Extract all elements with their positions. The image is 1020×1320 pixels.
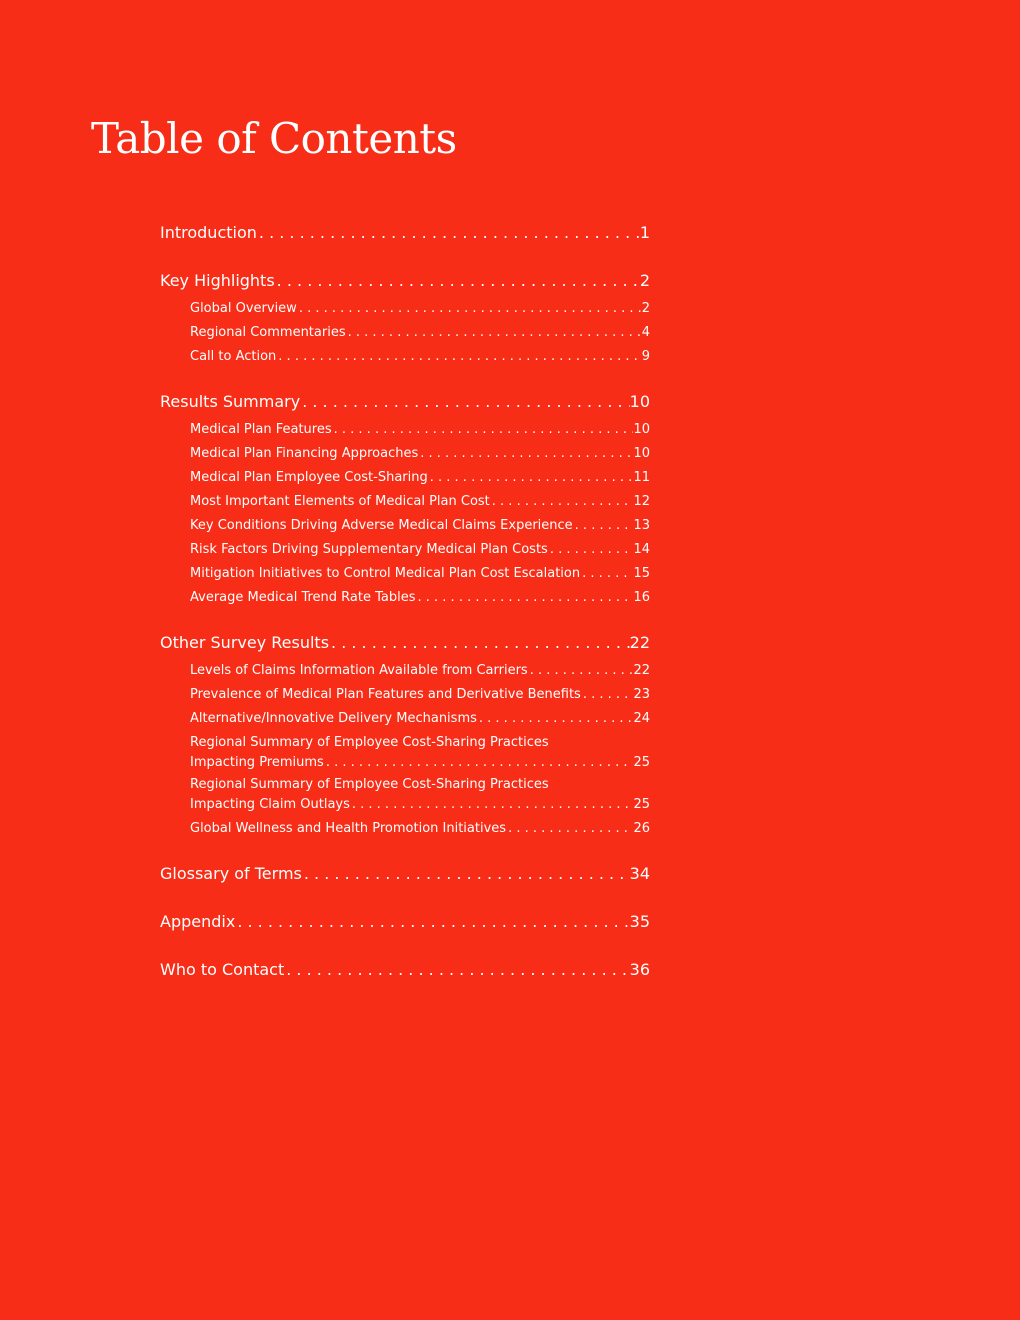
toc-subentry[interactable] xyxy=(160,775,650,815)
dot-leader xyxy=(302,861,630,887)
dot-leader xyxy=(329,630,630,656)
toc-subentry-label: Regional Commentaries xyxy=(190,325,346,340)
toc-section-who-to-contact xyxy=(160,957,650,983)
toc-subentry-label-continued: Impacting Claim Outlays xyxy=(190,797,350,812)
toc-subentries xyxy=(160,418,650,610)
toc-entry-label: Other Survey Results xyxy=(160,633,330,652)
toc-subentry[interactable] xyxy=(160,562,650,586)
toc-subentry[interactable] xyxy=(160,586,650,610)
toc-entry[interactable] xyxy=(160,630,650,656)
dot-leader xyxy=(418,442,633,466)
toc-page-number: 36 xyxy=(629,960,650,979)
dot-leader xyxy=(580,562,633,586)
toc-entry[interactable] xyxy=(160,861,650,887)
toc-section-introduction xyxy=(160,220,650,246)
toc-page-number: 26 xyxy=(633,821,650,836)
toc-page-number: 9 xyxy=(641,349,650,364)
toc-subentry[interactable] xyxy=(160,321,650,345)
toc-subentry-label: Medical Plan Features xyxy=(190,422,332,437)
toc-page-number: 22 xyxy=(629,633,650,652)
toc-page-number: 2 xyxy=(639,271,650,290)
dot-leader xyxy=(428,466,634,490)
toc-subentry[interactable] xyxy=(160,345,650,369)
toc-subentry-label: Prevalence of Medical Plan Features and Derivative Benefits xyxy=(190,687,581,702)
dot-leader xyxy=(490,490,634,514)
toc-entry[interactable] xyxy=(160,268,650,294)
dot-leader xyxy=(297,297,642,321)
toc-entry-label: Introduction xyxy=(160,223,257,242)
toc-subentry[interactable] xyxy=(160,538,650,562)
toc-entry[interactable] xyxy=(160,957,650,983)
dot-leader xyxy=(235,909,629,935)
dot-leader xyxy=(528,659,634,683)
toc-subentries xyxy=(160,659,650,841)
toc-page-number: 14 xyxy=(633,542,650,557)
toc-subentry-label: Levels of Claims Information Available from Carriers xyxy=(190,663,528,678)
dot-leader xyxy=(506,817,633,841)
dot-leader xyxy=(332,418,634,442)
toc-subentry[interactable] xyxy=(160,466,650,490)
toc-subentry[interactable] xyxy=(160,659,650,683)
toc-subentry[interactable] xyxy=(160,418,650,442)
toc-entry[interactable] xyxy=(160,909,650,935)
toc-page-number: 13 xyxy=(633,518,650,533)
toc-page-number: 10 xyxy=(629,392,650,411)
toc-subentry-label: Alternative/Innovative Delivery Mechanisms xyxy=(190,711,477,726)
toc-subentry[interactable] xyxy=(160,683,650,707)
toc-section-key-highlights xyxy=(160,268,650,369)
toc-subentry-label: Global Overview xyxy=(190,301,297,316)
toc-subentry-label: Medical Plan Employee Cost-Sharing xyxy=(190,470,428,485)
toc-subentry-label: Regional Summary of Employee Cost-Sharing Practices xyxy=(190,777,549,792)
toc-section-results-summary xyxy=(160,389,650,610)
toc-page-number: 1 xyxy=(639,223,650,242)
dot-leader xyxy=(477,707,634,731)
dot-leader xyxy=(573,514,634,538)
toc-subentry-label: Risk Factors Driving Supplementary Medical Plan Costs xyxy=(190,542,548,557)
dot-leader xyxy=(346,321,642,345)
dot-leader xyxy=(257,220,640,246)
table-of-contents xyxy=(160,220,650,1005)
dot-leader xyxy=(350,795,634,815)
toc-subentry[interactable] xyxy=(160,817,650,841)
toc-page-number: 10 xyxy=(633,422,650,437)
toc-subentry-label: Regional Summary of Employee Cost-Sharing Practices xyxy=(190,735,549,750)
toc-entry-label: Key Highlights xyxy=(160,271,275,290)
toc-subentry-label: Key Conditions Driving Adverse Medical Claims Experience xyxy=(190,518,573,533)
toc-subentry-label: Mitigation Initiatives to Control Medical Plan Cost Escalation xyxy=(190,566,581,581)
toc-subentry[interactable] xyxy=(160,514,650,538)
toc-page-number: 4 xyxy=(641,325,650,340)
toc-subentries xyxy=(160,297,650,369)
toc-entry-label: Appendix xyxy=(160,912,236,931)
toc-subentry[interactable] xyxy=(160,490,650,514)
toc-subentry-label: Average Medical Trend Rate Tables xyxy=(190,590,416,605)
toc-page-number: 25 xyxy=(633,797,650,812)
toc-subentry-label: Medical Plan Financing Approaches xyxy=(190,446,419,461)
toc-subentry-label: Call to Action xyxy=(190,349,277,364)
dot-leader xyxy=(284,957,629,983)
toc-section-glossary xyxy=(160,861,650,887)
toc-entry-label: Who to Contact xyxy=(160,960,285,979)
toc-subentry[interactable] xyxy=(160,442,650,466)
dot-leader xyxy=(275,268,640,294)
dot-leader xyxy=(548,538,634,562)
toc-entry[interactable] xyxy=(160,220,650,246)
dot-leader xyxy=(581,683,634,707)
toc-subentry[interactable] xyxy=(160,707,650,731)
dot-leader xyxy=(300,389,629,415)
toc-subentry-label: Most Important Elements of Medical Plan Cost xyxy=(190,494,490,509)
dot-leader xyxy=(276,345,641,369)
toc-section-appendix xyxy=(160,909,650,935)
toc-entry-label: Glossary of Terms xyxy=(160,864,302,883)
toc-page-number: 11 xyxy=(633,470,650,485)
toc-page-number: 24 xyxy=(633,711,650,726)
toc-page-number: 25 xyxy=(633,755,650,770)
dot-leader xyxy=(416,586,634,610)
dot-leader xyxy=(324,753,634,773)
toc-section-other-survey-results xyxy=(160,630,650,841)
toc-entry[interactable] xyxy=(160,389,650,415)
page-title: Table of Contents xyxy=(91,114,457,163)
toc-subentry-label-continued: Impacting Premiums xyxy=(190,755,324,770)
toc-page-number: 2 xyxy=(641,301,650,316)
toc-subentry[interactable] xyxy=(160,733,650,773)
toc-subentry-label: Global Wellness and Health Promotion Initiatives xyxy=(190,821,507,836)
toc-page-number: 22 xyxy=(633,663,650,678)
toc-subentry[interactable] xyxy=(160,297,650,321)
toc-page-number: 16 xyxy=(633,590,650,605)
toc-page-number: 35 xyxy=(629,912,650,931)
toc-page-number: 34 xyxy=(629,864,650,883)
toc-page-number: 10 xyxy=(633,446,650,461)
toc-page-number: 23 xyxy=(633,687,650,702)
toc-page-number: 15 xyxy=(633,566,650,581)
toc-entry-label: Results Summary xyxy=(160,392,301,411)
toc-page-number: 12 xyxy=(633,494,650,509)
